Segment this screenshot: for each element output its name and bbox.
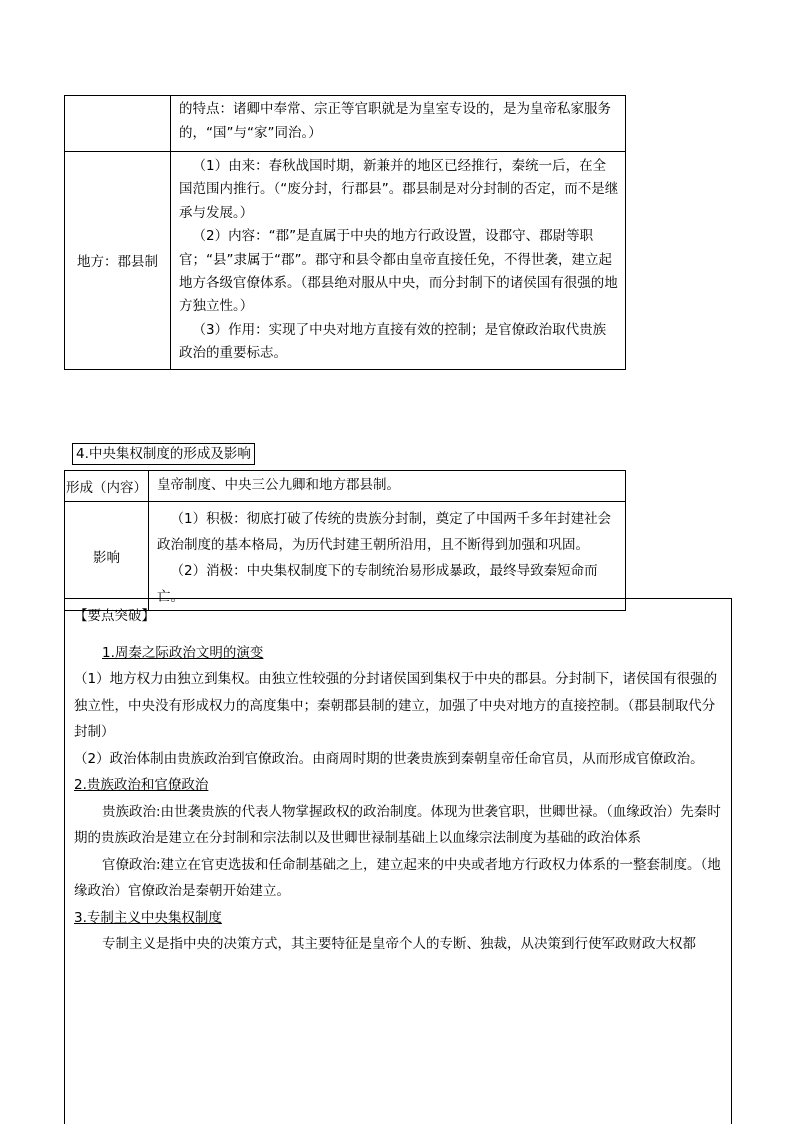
heading-evolution-text: 1.周秦之际政治文明的演变 bbox=[102, 644, 264, 661]
heading-autocracy bbox=[74, 905, 726, 932]
origin-paragraph: （1）由来：春秋战国时期，新兼并的地区已经推行，秦统一后，在全国范围内推行。（“废分封，行郡县”。郡县制是对分封制的否定，而不是继承与发展。） bbox=[179, 158, 619, 221]
heading-aristocratic-bureaucratic bbox=[74, 772, 726, 799]
label-impact: 影响 bbox=[65, 502, 149, 611]
key-points-header: 【要点突破】 bbox=[74, 608, 155, 624]
paragraph-local-power: （1）地方权力由独立到集权。由独立性较强的分封诸侯国到集权于中央的郡县。分封制下，诸侯国有很强的独立性，中央没有形成权力的高度集中；秦朝郡县制的建立，加强了中央对地方的直接控制。（郡县制取代分封制） bbox=[74, 671, 718, 740]
section-4-title: 4.中央集权制度的形成及影响 bbox=[72, 443, 255, 465]
centralization-impact-table bbox=[64, 470, 626, 611]
heading-autocracy-text: 3.专制主义中央集权制度 bbox=[74, 909, 222, 926]
paragraph-bureaucratic-politics: 官僚政治:建立在官吏选拔和任命制基础之上，建立起来的中央或者地方行政权力体系的一整套制度。（地缘政治）官僚政治是秦朝开始建立。 bbox=[74, 856, 721, 899]
paragraph-aristocratic-politics: 贵族政治:由世袭贵族的代表人物掌握政权的政治制度。体现为世袭官职，世卿世禄。（血缘政治）先秦时期的贵族政治是建立在分封制和宗法制以及世卿世禄制基础上以血缘宗法制度为基础的政治体系 bbox=[74, 803, 721, 846]
table-row bbox=[65, 502, 626, 611]
content-cell bbox=[149, 502, 626, 611]
paragraph-political-system: （2）政治体制由贵族政治到官僚政治。由商周时期的世袭贵族到秦朝皇帝任命官员，从而形成官僚政治。 bbox=[74, 750, 704, 767]
content-cell bbox=[171, 152, 626, 370]
label-cell-empty bbox=[65, 96, 171, 152]
heading-aristocratic-text: 2.贵族政治和官僚政治 bbox=[74, 777, 209, 793]
formation-text: 皇帝制度、中央三公九卿和地方郡县制。 bbox=[157, 477, 400, 494]
key-points-box bbox=[64, 598, 732, 1124]
table-row bbox=[65, 152, 626, 370]
label-formation: 形成（内容） bbox=[65, 471, 149, 502]
content-paragraph: （2）内容：“郡”是直属于中央的地方行政设置，设郡守、郡尉等职官；“县”隶属于“郡”。郡守和县令都由皇帝直接任免，不得世袭，建立起地方各级官僚体系。（郡县绝对服从中央，而分封制下的诸侯国有很强的地方独立性。） bbox=[179, 228, 618, 315]
table-row bbox=[65, 96, 626, 152]
heading-evolution bbox=[74, 640, 726, 667]
paragraph-autocracy: 专制主义是指中央的决策方式，其主要特征是皇帝个人的专断、独裁，从决策到行使军政财政大权都 bbox=[102, 936, 696, 952]
effect-paragraph: （3）作用：实现了中央对地方直接有效的控制；是官僚政治取代贵族政治的重要标志。 bbox=[179, 321, 607, 362]
content-cell bbox=[171, 96, 626, 152]
continued-text: 的特点：诸卿中奉常、宗正等官职就是为皇室专设的，是为皇帝私家服务的，“国”与“家”同治。） bbox=[179, 101, 611, 141]
negative-impact-paragraph: （2）消极：中央集权制度下的专制统治易形成暴政，最终导致秦短命而亡。 bbox=[157, 563, 598, 605]
label-local-prefecture: 地方：郡县制 bbox=[65, 152, 171, 370]
positive-impact-paragraph: （1）积极：彻底打破了传统的贵族分封制，奠定了中国两千多年封建社会政治制度的基本格局，为历代封建王朝所沿用，且不断得到加强和巩固。 bbox=[157, 511, 612, 553]
content-cell bbox=[149, 471, 626, 502]
central-local-system-table bbox=[64, 95, 626, 370]
table-row bbox=[65, 471, 626, 502]
